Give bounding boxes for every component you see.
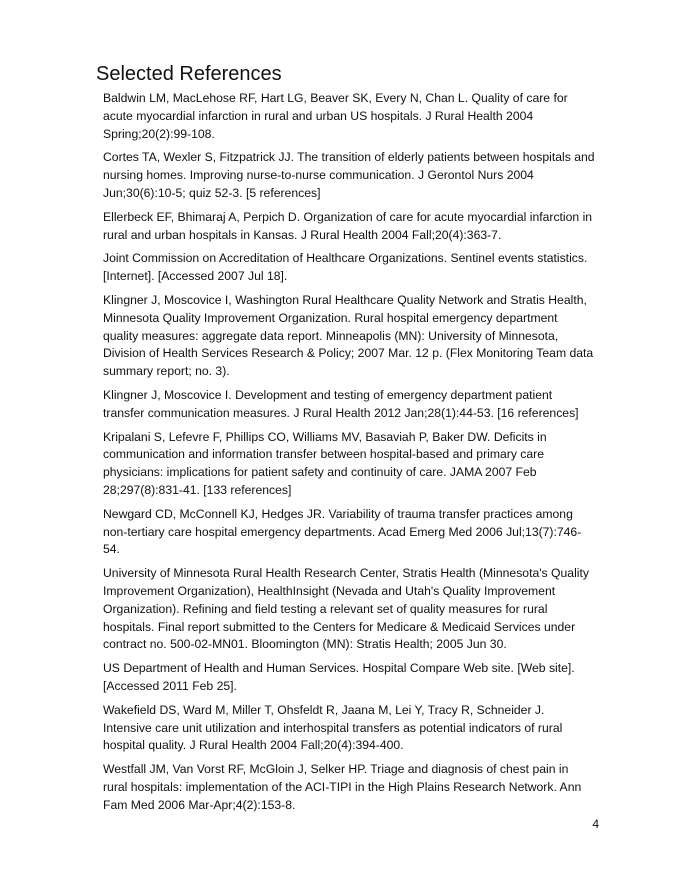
- reference-item: Klingner J, Moscovice I, Washington Rural Healthcare Quality Network and Stratis Health, Minnesota Quality Improvement Organization. Rural hospital emergency department quality measures: aggregate data report. Minneapolis (MN): University of Minnesota, Division of Health Services Research & Policy; 2007 Mar. 12 p. (Flex Monitoring Team data summary report; no. 3).: [103, 292, 594, 379]
- reference-list: [103, 90, 595, 820]
- reference-item: Kripalani S, Lefevre F, Phillips CO, Williams MV, Basaviah P, Baker DW. Deficits in communication and information transfer between hospital-based and primary care physicians: implications for patient safety and continuity of care. JAMA 2007 Feb 28;297(8):831-41. [133 references]: [103, 429, 547, 497]
- reference-item: US Department of Health and Human Services. Hospital Compare Web site. [Web site]. [Accessed 2011 Feb 25].: [103, 661, 575, 693]
- reference-item: Newgard CD, McConnell KJ, Hedges JR. Variability of trauma transfer practices among non-tertiary care hospital emergency departments. Acad Emerg Med 2006 Jul;13(7):746-54.: [103, 506, 582, 557]
- reference-item: Klingner J, Moscovice I. Development and testing of emergency department patient transfer communication measures. J Rural Health 2012 Jan;28(1):44-53. [16 references]: [103, 387, 579, 420]
- reference-item: Baldwin LM, MacLehose RF, Hart LG, Beaver SK, Every N, Chan L. Quality of care for acute myocardial infarction in rural and urban US hospitals. J Rural Health 2004 Spring;20(2):99-108.: [103, 91, 568, 141]
- reference-item: University of Minnesota Rural Health Research Center, Stratis Health (Minnesota's Quality Improvement Organization), HealthInsight (Nevada and Utah's Quality Improvement Organization). Refining and field testing a relevant set of quality measures for rural hospitals. Final report submitted to the Centers for Medicare & Medicaid Services under contract no. 500-02-MN01. Bloomington (MN): Stratis Health; 2005 Jun 30.: [103, 566, 589, 652]
- reference-item: Ellerbeck EF, Bhimaraj A, Perpich D. Organization of care for acute myocardial infarction in rural and urban hospitals in Kansas. J Rural Health 2004 Fall;20(4):363-7.: [103, 209, 593, 242]
- reference-item: Cortes TA, Wexler S, Fitzpatrick JJ. The transition of elderly patients between hospitals and nursing homes. Improving nurse-to-nurse communication. J Gerontol Nurs 2004 Jun;30(6):10-5; quiz 52-3. [5 references]: [103, 150, 595, 200]
- reference-item: Wakefield DS, Ward M, Miller T, Ohsfeldt R, Jaana M, Lei Y, Tracy R, Schneider J. Intensive care unit utilization and interhospital transfers as potential indicators of rural hospital quality. J Rural Health 2004 Fall;20(4):394-400.: [103, 702, 563, 753]
- page-title: Selected References: [96, 63, 282, 85]
- reference-item: Westfall JM, Van Vorst RF, McGloin J, Selker HP. Triage and diagnosis of chest pain in rural hospitals: implementation of the ACI-TIPI in the High Plains Research Network. Ann Fam Med 2006 Mar-Apr;4(2):153-8.: [103, 762, 582, 812]
- reference-item: Joint Commission on Accreditation of Healthcare Organizations. Sentinel events statistics. [Internet]. [Accessed 2007 Jul 18].: [103, 251, 588, 284]
- page-number: 4: [592, 817, 599, 831]
